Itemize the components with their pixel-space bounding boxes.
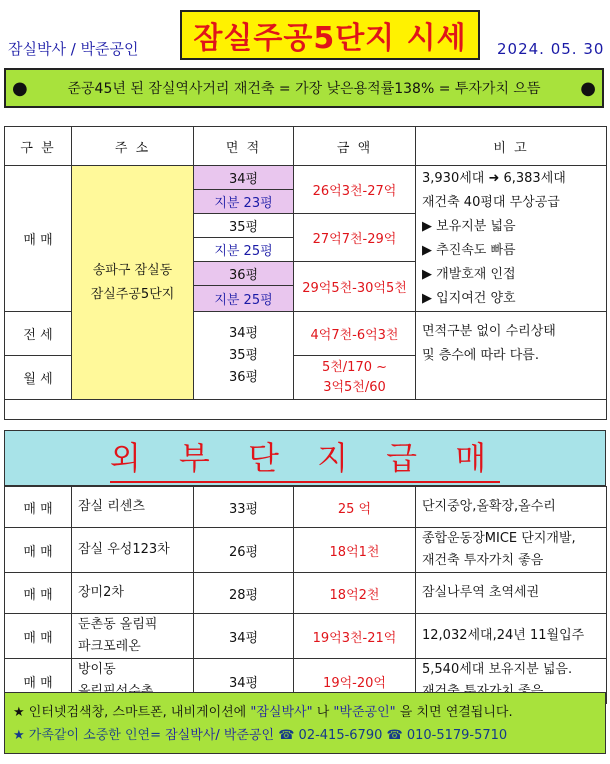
wolse-price-line1: 5천/170 ~ <box>321 359 388 375</box>
footer-keyword: "박준공인" <box>333 705 396 720</box>
listing-name-line1: 잠실 리센츠 <box>78 499 145 514</box>
listing-name <box>72 573 194 614</box>
external-listings-table <box>4 486 607 704</box>
listing-note-line1: 5,540세대 보유지분 넓음. <box>422 662 573 677</box>
area-35: 35평 <box>194 214 294 238</box>
table-header-row <box>5 127 607 166</box>
listing-name-line1: 둔촌동 올림픽 <box>78 617 158 632</box>
listing-area: 26평 <box>194 528 294 573</box>
header-office-names: 잠실박사 / 박준공인 <box>8 40 139 58</box>
listing-type: 매 매 <box>5 659 72 704</box>
sale-label: 매 매 <box>5 166 72 312</box>
address-line1: 송파구 잠실동 <box>92 262 173 278</box>
listing-name <box>72 614 194 659</box>
ribbon-text: 외 부 단 지 급 매 <box>110 433 500 483</box>
external-section-title <box>4 430 606 486</box>
wolse-label: 월 세 <box>5 356 72 400</box>
area-36: 36평 <box>194 262 294 286</box>
listing-price: 18억1천 <box>294 528 416 573</box>
listing-type: 매 매 <box>5 487 72 528</box>
contact-footer <box>4 692 606 754</box>
price-35: 27억7천-29억 <box>294 214 416 262</box>
listing-area: 34평 <box>194 614 294 659</box>
rent-note-line1: 면적구분 없이 수리상태 <box>422 324 556 339</box>
listing-note <box>416 614 607 659</box>
listing-type: 매 매 <box>5 528 72 573</box>
listing-price: 25 억 <box>294 487 416 528</box>
area-34: 34평 <box>194 166 294 190</box>
listing-area: 34평 <box>194 659 294 704</box>
sale-notes <box>416 166 607 312</box>
note-line: 3,930세대 ➜ 6,383세대 <box>422 170 566 186</box>
listing-note <box>416 573 607 614</box>
listing-name-line2: 파크포레온 <box>78 639 141 654</box>
header-date: 2024. 05. 30 <box>497 40 605 58</box>
note-line: ▶ 보유지분 넓음 <box>422 218 516 234</box>
price-table <box>4 126 607 420</box>
wolse-price-line2: 3억5천/60 <box>323 379 386 395</box>
table-row <box>5 528 607 573</box>
listing-note-line1: 12,032세대,24년 11월입주 <box>422 628 585 643</box>
address-line2: 잠실주공5단지 <box>90 286 175 302</box>
footer-text: ★ 가족같이 소중한 인연= <box>13 728 166 743</box>
note-line: ▶ 추진속도 빠름 <box>422 242 516 258</box>
bullet-icon: ● <box>12 77 28 99</box>
rent-note-line2: 및 층수에 따라 다름. <box>422 348 539 363</box>
table-row <box>5 614 607 659</box>
price-34: 26억3천-27억 <box>294 166 416 214</box>
table-row <box>5 487 607 528</box>
listing-note-line1: 잠실나루역 초역세권 <box>422 585 540 600</box>
listing-name-line1: 방이동 <box>78 662 116 677</box>
banner-text: 준공45년 된 잠실역사거리 재건축 = 가장 낮은용적률138% = 투자가치 으뜸 <box>67 81 541 97</box>
rent-areas <box>194 312 294 400</box>
wolse-price <box>294 356 416 400</box>
listing-name-line1: 장미2차 <box>78 585 124 600</box>
footer-keyword: "잠실박사" <box>250 705 313 720</box>
listing-area: 28평 <box>194 573 294 614</box>
header-area: 면 적 <box>194 127 294 166</box>
listing-note-line2: 재건축 투자가치 좋음 <box>422 553 544 568</box>
listing-note <box>416 487 607 528</box>
listing-price: 19억-20억 <box>294 659 416 704</box>
address-cell <box>72 166 194 400</box>
note-line: 재건축 40평대 무상공급 <box>422 194 560 210</box>
headline-banner <box>4 68 604 108</box>
spacer-row <box>5 400 607 420</box>
rent-note <box>416 312 607 400</box>
note-line: ▶ 입지여건 양호 <box>422 290 516 306</box>
footer-line1 <box>13 701 597 724</box>
footer-text: 나 <box>312 705 334 720</box>
listing-type: 매 매 <box>5 573 72 614</box>
footer-phones: ☎ 02-415-6790 ☎ 010-5179-5710 <box>274 728 508 743</box>
share-25b: 지분 25평 <box>194 286 294 312</box>
listing-name <box>72 487 194 528</box>
listing-note-line1: 종합운동장MICE 단지개발, <box>422 531 576 546</box>
footer-text: 을 치면 연결됩니다. <box>395 705 513 720</box>
bullet-icon: ● <box>580 77 596 99</box>
rent-area: 36평 <box>228 369 259 385</box>
header-category: 구 분 <box>5 127 72 166</box>
listing-price: 19억3천-21억 <box>294 614 416 659</box>
header-notes: 비 고 <box>416 127 607 166</box>
jeonse-label: 전 세 <box>5 312 72 356</box>
table-row <box>5 573 607 614</box>
price-36: 29억5천-30억5천 <box>294 262 416 312</box>
header-address: 주 소 <box>72 127 194 166</box>
listing-type: 매 매 <box>5 614 72 659</box>
rent-area: 34평 <box>228 325 259 341</box>
footer-text: ★ 인터넷검색창, 스마트폰, 내비게이션에 <box>13 705 251 720</box>
note-line: ▶ 개발호재 인접 <box>422 266 516 282</box>
jeonse-price: 4억7천-6억3천 <box>294 312 416 356</box>
page-title: 잠실주공5단지 시세 <box>180 10 480 60</box>
listing-area: 33평 <box>194 487 294 528</box>
listing-name <box>72 528 194 573</box>
share-23: 지분 23평 <box>194 190 294 214</box>
rent-area: 35평 <box>228 347 259 363</box>
footer-office: 잠실박사/ 박준공인 <box>165 728 275 743</box>
header-price: 금 액 <box>294 127 416 166</box>
listing-note-line1: 단지중앙,올확장,올수리 <box>422 499 556 514</box>
listing-price: 18억2천 <box>294 573 416 614</box>
listing-name-line1: 잠실 우성123차 <box>78 542 170 557</box>
listing-note <box>416 528 607 573</box>
share-25: 지분 25평 <box>194 238 294 262</box>
footer-line2 <box>13 724 597 747</box>
